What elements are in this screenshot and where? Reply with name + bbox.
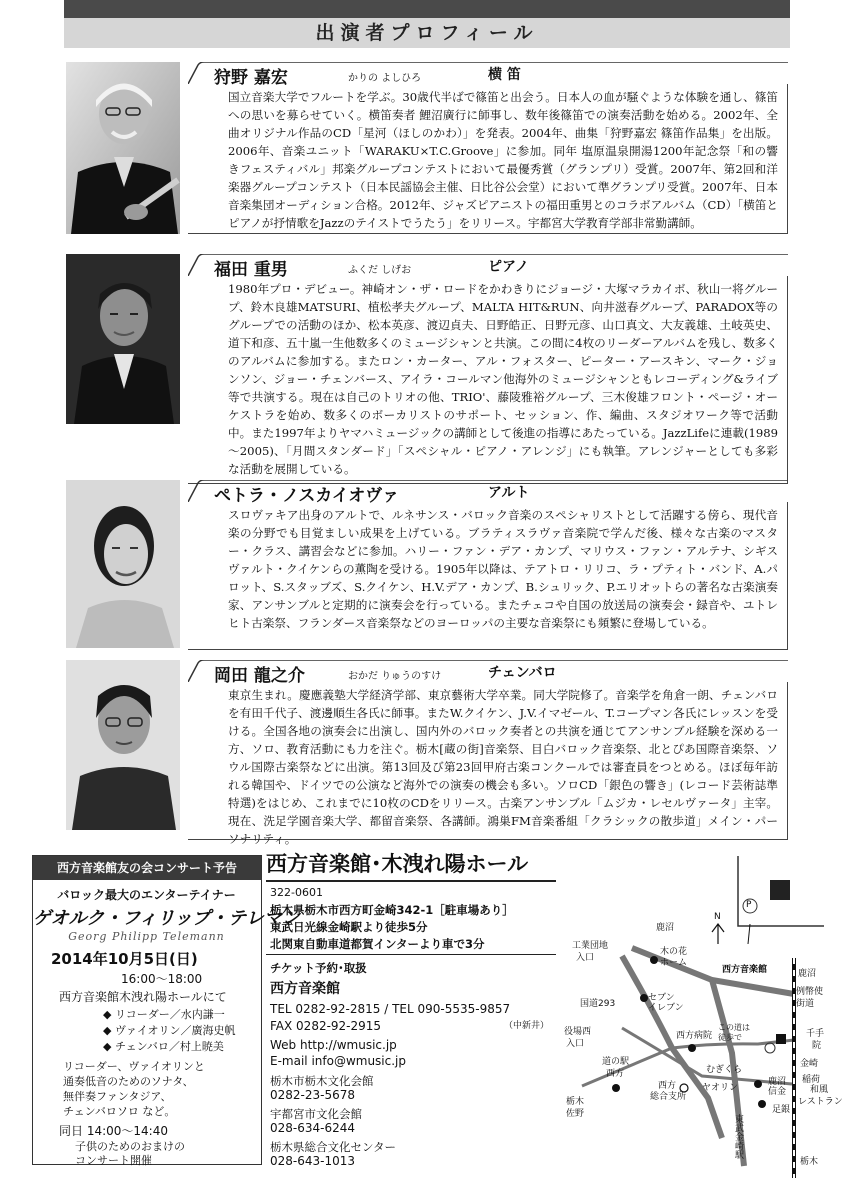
- fukuda-bio-frame: [188, 276, 788, 484]
- map-label: この道は: [718, 1023, 750, 1032]
- map-label: 西方: [606, 1069, 625, 1079]
- map-label: 入口: [566, 1039, 585, 1049]
- profile-noskaiova: [64, 480, 790, 650]
- venue-title: 西方音楽館･木洩れ陽ホール: [266, 852, 529, 876]
- map-label: 役場西: [564, 1027, 592, 1037]
- concert-program-line: 無伴奏ファンタジア、: [63, 1090, 172, 1103]
- map-label: 木の花: [660, 947, 688, 957]
- okada-bio: 東京生まれ。慶應義塾大学経済学部、東京藝術大学卒業。同大学院修了。音楽学を角倉一朗、チェンバロを有田千代子、渡邊順生各氏に師事。またW.クイケン、J.V.イマゼール、T.コープマン各氏にレッスンを受ける。全国各地の演奏会に出演し、国内外のバロック奏者との共演を通じてアンサンブル経験を深める一方、ソロ、教育活動にも力を注ぐ。栃木[蔵の街]音楽祭、目白バロック音楽祭、北とぴあ国際音楽祭、ソウル国際古楽祭などに出演。第13回及び第23回甲府古楽コンクールでは審査員をつとめる。ほぼ毎年訪れる韓国や、ドイツでの公演など海外での演奏の機会も多い。ソロCD「銀色の響き」(レコード芸術誌準特選)をはじめ、これまでに10枚のCDをリリース。古楽アンサンブル「ムジカ・レセルヴァータ」主宰。現在、洗足学園音楽大学、都留音楽祭、各講師。鴻巣FM音楽番組「クラシックの散歩道」メイン・パーソナリティ。: [228, 688, 778, 846]
- noskaiova-bio-frame: [188, 502, 788, 650]
- ticket-tel-note: （中新井）: [504, 1021, 550, 1031]
- access-map: [562, 848, 843, 1178]
- concert-program-line: 通奏低音のためのソナタ、: [63, 1075, 194, 1088]
- map-label: 東武金崎駅: [733, 1114, 743, 1159]
- noskaiova-photo: [66, 480, 180, 648]
- ticket-venue: 西方音楽館: [270, 981, 340, 997]
- concert-title: ゲオルク・フィリップ・テレマン: [33, 908, 300, 929]
- kids-concert-time: 同日 14:00～14:40: [59, 1124, 168, 1138]
- karino-name-row: [188, 62, 788, 88]
- map-label: 金崎: [800, 1059, 819, 1069]
- map-label: 国道293: [580, 999, 616, 1009]
- map-label: 鹿沼: [798, 969, 817, 979]
- concert-program-line: チェンバロソロ など。: [63, 1105, 176, 1118]
- venue-info: [266, 848, 556, 1168]
- page-title: 出演者プロフィール: [64, 18, 790, 48]
- kids-concert-note: 子供のためのおまけの: [75, 1140, 185, 1153]
- okada-name-row: [188, 660, 788, 686]
- page-header: [64, 0, 790, 48]
- okada-photo: [66, 660, 180, 830]
- profile-okada: [64, 660, 790, 846]
- karino-name: 狩野 嘉宏: [214, 68, 288, 88]
- fukuda-bio: 1980年プロ・デビュー。神崎オン・ザ・ロードをかわきりにジョージ・大塚マラカイボ、秋山一将グループ、鈴木良雄MATSURI、植松孝夫グループ、MALTA HIT&RUN、向井滋春グループ、PARADOX等のグループでの活動のほか、松本英彦、渡辺貞夫、日野皓正、日野元彦、山口真文、大友義雄、土岐英史、道下和彦、五十嵐一生他数多くのミュージシャンと共演。この間に4枚のリーダーアルバムを残し、数多くのアルバムに参加する。またロン・カーター、アル・フォスター、ピーター・アースキン、マーク・ジョンソン、ジョー・チェンバース、アイラ・コールマン他海外のミュージシャンともレコーディング&ライブ等で共演する。現在は自己のトリオの他、TRIO'、藤陵雅裕グループ、三木俊雄フロント・ページ・オーケストラを始め、数多くのボーカリストのサポート、セッション、作、編曲、スタジオワーク等で活動中。また1997年よりヤマハミュージックの講師として後進の指導にあたっている。JazzLifeに連載(1989～2005)、「月間スタンダード」「スペシャル・ピアノ・アレンジ」にも執筆。アレンジャーとしても多彩な活動を展開している。: [228, 282, 778, 476]
- fukuda-name: 福田 重男: [214, 260, 288, 280]
- map-label: 院: [812, 1041, 822, 1051]
- okada-bio-frame: [188, 682, 788, 846]
- map-label: 総合支所: [650, 1092, 687, 1102]
- concert-time: 16:00～18:00: [121, 972, 203, 986]
- fukuda-instrument: ピアノ: [488, 259, 529, 275]
- concert-performer: ◆ リコーダー／水内謙一: [103, 1008, 225, 1021]
- profile-karino: [64, 62, 790, 240]
- map-label-p: P: [746, 900, 752, 910]
- header-dark-strip: [64, 0, 790, 18]
- fukuda-photo: [66, 254, 180, 424]
- map-label: N: [714, 912, 721, 922]
- map-label: ホーム: [660, 958, 688, 968]
- fukuda-name-row: [188, 254, 788, 280]
- venue-divider: [266, 880, 556, 882]
- map-label: 佐野: [566, 1109, 585, 1119]
- ticket-tel: TEL 0282-92-2815 / TEL 090-5535-9857: [270, 1002, 511, 1016]
- map-label: 稲荷: [802, 1075, 821, 1085]
- okada-name: 岡田 龍之介: [214, 666, 305, 686]
- concert-performer: ◆ ヴァイオリン／廣海史帆: [103, 1024, 236, 1037]
- map-label: 工業団地: [572, 941, 609, 951]
- outlet-name: 宇都宮市文化会館: [270, 1107, 362, 1121]
- outlet-tel: 028-634-6244: [270, 1121, 356, 1135]
- map-label: 鹿沼: [656, 923, 675, 933]
- concert-title-roman: Georg Philipp Telemann: [68, 930, 225, 943]
- map-drawing: [562, 848, 824, 1178]
- ticket-heading: チケット予約･取扱: [270, 961, 367, 975]
- kids-concert-note: コンサート開催: [75, 1154, 152, 1167]
- venue-web-link[interactable]: Web http://wmusic.jp: [270, 1038, 397, 1052]
- outlet-name: 栃木県総合文化センター: [270, 1140, 397, 1154]
- map-label: 街道: [796, 999, 815, 1009]
- map-label: イレブン: [648, 1003, 684, 1013]
- ticket-fax: FAX 0282-92-2915: [270, 1019, 382, 1033]
- noskaiova-name-row: [188, 480, 788, 506]
- okada-kana: おかだ りゅうのすけ: [348, 671, 442, 682]
- concert-program-line: リコーダー、ヴァイオリンと: [63, 1060, 205, 1073]
- venue-access-train: 東武日光線金崎駅より徒歩5分: [270, 920, 428, 934]
- venue-address: 栃木県栃木市西方町金崎342-1［駐車場あり］: [270, 903, 514, 917]
- map-label-venue: 西方音楽館: [722, 965, 768, 975]
- map-label: 西方病院: [676, 1031, 713, 1041]
- outlet-name: 栃木市栃木文化会館: [270, 1074, 374, 1088]
- map-label: 徒歩で: [718, 1033, 742, 1042]
- map-label: 信金: [768, 1087, 787, 1097]
- karino-bio: 国立音楽大学でフルートを学ぶ。30歳代半ばで篠笛と出会う。日本人の血が騒ぐような体験を通し、篠笛への思いを募らせていく。横笛奏者 鯉沼廣行に師事し、数年後篠笛での演奏活動を始める。2002年、全曲オリジナル作品のCD「星河（ほしのかわ）」を発表。2004年、曲集「狩野嘉宏 篠笛作品集」を出版。2006年、音楽ユニット「WARAKU×T.C.Groove」に参加。同年 塩原温泉開湯1200年記念祭「和の響きフェスティバル」邦楽グループコンテストにおいて最優秀賞（グランプリ）受賞。2007年、第2回和洋楽器グループコンテスト（日本民謡協会主催、日比谷公会堂）において準グランプリ受賞。2007年、日本音楽集団オーディション合格。2012年、ジャズピアニストの福田重男とのコラボアルバム（CD）「横笛とピアノが抒情歌をJazzのテイストでうたう」をリリース。宇都宮大学教育学部非常勤講師。: [228, 90, 778, 230]
- outlet-tel: 0282-23-5678: [270, 1088, 356, 1102]
- map-label: 栃木: [566, 1097, 585, 1107]
- noskaiova-bio: スロヴァキア出身のアルトで、ルネサンス・バロック音楽のスペシャリストとして活躍する傍ら、現代音楽の分野でも目覚ましい成果を上げている。ブラティスラヴァ音楽院で学んだ後、様々な古楽のマスター・クラス、講習会などに参加。ハリー・ファン・デア・カンプ、マリウス・ファン・アルテナ、シギスヴァルト・クイケンらの薫陶を受ける。1905年以降は、テアトロ・リリコ、ラ・プティト・バンド、A.パロット、S.スタッブズ、S.クイケン、H.V.デア・カンプ、B.シュリック、P.エリオットらの著名な古楽演奏家、アンサンブルと定期的に演奏会を行っている。またチェコや自国の放送局の演奏会・録音や、ユトレヒト古楽祭、フランダース音楽祭などのヨーロッパの主要な音楽祭にも頻繁に登場している。: [228, 508, 778, 630]
- concert-subtitle: バロック最大のエンターテイナー: [57, 888, 236, 902]
- map-label: レストラン: [798, 1097, 843, 1107]
- map-label: 和風: [810, 1085, 829, 1095]
- venue-postal: 322-0601: [270, 886, 323, 899]
- karino-kana: かりの よしひろ: [348, 73, 422, 84]
- outlet-tel: 028-643-1013: [270, 1154, 356, 1168]
- profile-fukuda: [64, 254, 790, 476]
- noskaiova-name: ペトラ・ノスカイオヴァ: [214, 486, 400, 506]
- map-label: 足銀: [772, 1105, 791, 1115]
- ticket-divider: [266, 954, 556, 955]
- concert-heading: 西方音楽館友の会コンサート予告: [33, 856, 261, 880]
- karino-instrument: 横 笛: [488, 67, 521, 83]
- noskaiova-instrument: アルト: [488, 485, 530, 501]
- map-label: むぎくら: [706, 1065, 743, 1075]
- map-label: ヤオリン: [702, 1083, 739, 1093]
- map-label: セブン: [648, 993, 675, 1003]
- venue-access-car: 北関東自動車道都賀インターより車で3分: [270, 937, 485, 951]
- concert-place: 西方音楽館木洩れ陽ホールにて: [59, 990, 227, 1004]
- concert-date: 2014年10月5日(日): [51, 950, 198, 968]
- map-label: 栃木: [800, 1157, 819, 1167]
- okada-instrument: チェンバロ: [488, 665, 557, 681]
- fukuda-kana: ふくだ しげお: [348, 265, 412, 276]
- map-label: 鹿沼: [768, 1077, 787, 1087]
- karino-bio-frame: [188, 84, 788, 234]
- venue-email-link[interactable]: E-mail info@wmusic.jp: [270, 1054, 407, 1068]
- map-label: 千手: [806, 1029, 825, 1039]
- map-label: 西方: [658, 1081, 677, 1091]
- map-label: 例幣使: [796, 987, 824, 997]
- map-label: 入口: [576, 953, 595, 963]
- concert-performer: ◆ チェンバロ／村上暁美: [103, 1040, 224, 1053]
- karino-photo: [66, 62, 180, 234]
- map-label: 道の駅: [602, 1057, 630, 1067]
